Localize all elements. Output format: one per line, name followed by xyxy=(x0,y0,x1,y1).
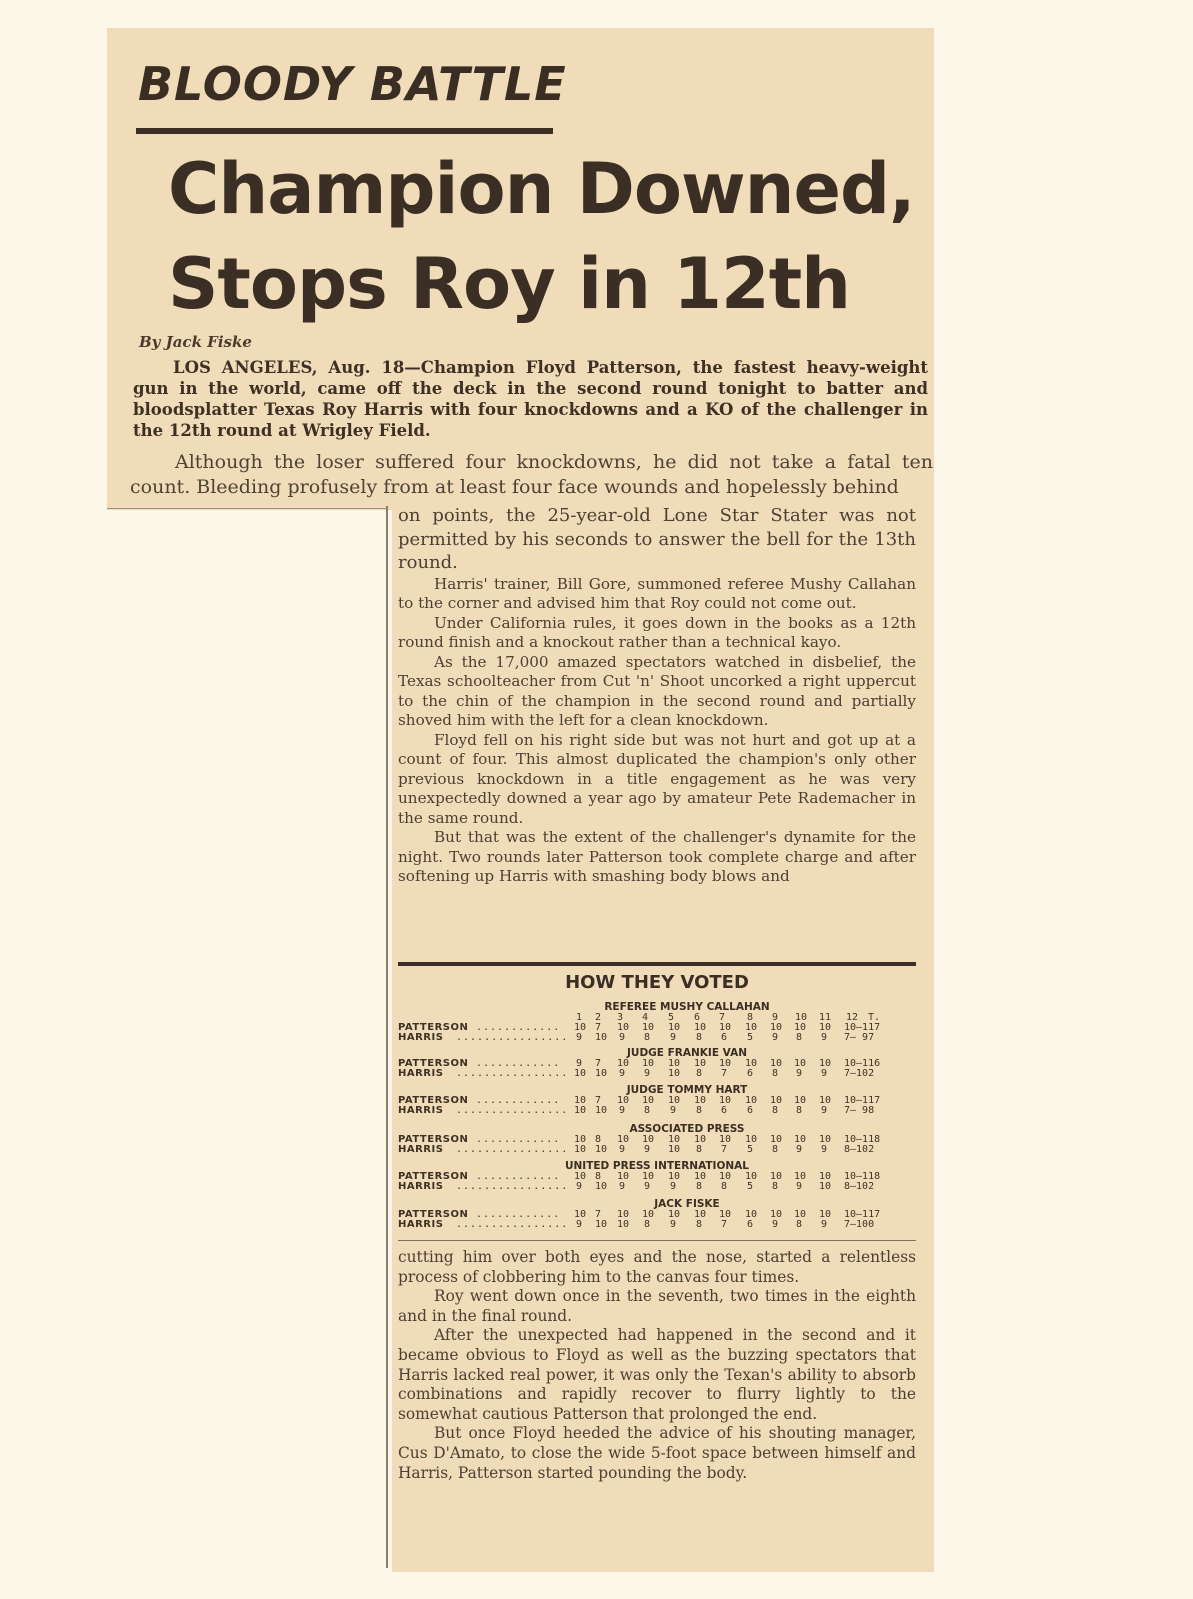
round-score: 10 xyxy=(745,1058,758,1069)
round-score: 10 xyxy=(574,1022,587,1033)
leader-dots: ................ xyxy=(456,1181,569,1192)
round-score: 6 xyxy=(721,1032,728,1043)
total-score: 7—102 xyxy=(844,1068,875,1079)
round-score: 9 xyxy=(619,1144,626,1155)
round-score: 10 xyxy=(595,1032,608,1043)
round-label: 1 xyxy=(576,1012,583,1023)
scorecard-bottom-rule xyxy=(398,1240,916,1241)
round-score: 9 xyxy=(821,1144,828,1155)
round-score: 9 xyxy=(796,1068,803,1079)
round-score: 10 xyxy=(668,1171,681,1182)
round-score: 10 xyxy=(694,1171,707,1182)
round-score: 10 xyxy=(668,1144,681,1155)
round-score: 10 xyxy=(595,1181,608,1192)
round-score: 10 xyxy=(668,1022,681,1033)
harris-score-row xyxy=(398,1106,916,1116)
round-score: 10 xyxy=(719,1058,732,1069)
round-label: 11 xyxy=(819,1012,832,1023)
round-score: 10 xyxy=(574,1171,587,1182)
round-score: 10 xyxy=(617,1171,630,1182)
paragraph: Harris' trainer, Bill Gore, summoned referee Mushy Callahan to the corner and advised him that Roy could not come out. xyxy=(398,574,916,612)
round-score: 10 xyxy=(642,1209,655,1220)
paragraph: cutting him over both eyes and the nose, started a relentless process of clobbering him to the canvas four times. xyxy=(398,1248,916,1286)
paragraph: But that was the extent of the challenger's dynamite for the night. Two rounds later Patterson took complete charge and after softening up Harris with smashing body blows and xyxy=(398,828,916,885)
judge-name: UNITED PRESS INTERNATIONAL xyxy=(564,1160,749,1172)
round-score: 10 xyxy=(819,1058,832,1069)
leader-dots: ................ xyxy=(456,1219,569,1230)
round-score: 8 xyxy=(696,1105,703,1116)
round-score: 9 xyxy=(821,1032,828,1043)
round-score: 10 xyxy=(719,1134,732,1145)
round-score: 9 xyxy=(670,1181,677,1192)
round-score: 7 xyxy=(721,1144,728,1155)
kicker-rule xyxy=(136,128,553,134)
round-score: 7 xyxy=(721,1068,728,1079)
total-score: 8—102 xyxy=(844,1144,875,1155)
fighter-name: HARRIS xyxy=(398,1105,444,1116)
round-score: 8 xyxy=(696,1219,703,1230)
paragraph: Under California rules, it goes down in the books as a 12th round finish and a knockout rather than a technical kayo. xyxy=(398,613,916,651)
round-score: 8 xyxy=(772,1181,779,1192)
round-score: 6 xyxy=(721,1105,728,1116)
round-label: 2 xyxy=(595,1012,602,1023)
round-score: 10 xyxy=(694,1058,707,1069)
paragraph: As the 17,000 amazed spectators watched in disbelief, the Texas schoolteacher from Cut 'n' Shoot uncorked a right uppercut to the chin of the champion in the second round and partially shoved him with the left for a clean knockdown. xyxy=(398,652,916,729)
round-score: 10 xyxy=(719,1095,732,1106)
headline: Champion Downed, Stops Roy in 12th xyxy=(168,148,915,325)
scorecard-judge-hart xyxy=(398,1084,916,1116)
leader-dots: ............ xyxy=(476,1171,561,1182)
scorecard-judge-van xyxy=(398,1047,916,1079)
fighter-name: HARRIS xyxy=(398,1144,444,1155)
total-score: 10—117 xyxy=(844,1095,881,1106)
round-label: T. xyxy=(868,1012,881,1023)
round-score: 10 xyxy=(719,1171,732,1182)
leader-dots: ............ xyxy=(476,1095,561,1106)
fighter-name: HARRIS xyxy=(398,1068,444,1079)
round-score: 10 xyxy=(694,1095,707,1106)
round-score: 9 xyxy=(670,1219,677,1230)
round-score: 10 xyxy=(694,1134,707,1145)
round-score: 10 xyxy=(745,1171,758,1182)
round-score: 9 xyxy=(644,1068,651,1079)
judge-name: ASSOCIATED PRESS xyxy=(629,1123,745,1135)
round-score: 8 xyxy=(696,1032,703,1043)
round-score: 10 xyxy=(574,1144,587,1155)
round-score: 10 xyxy=(595,1144,608,1155)
total-score: 7— 97 xyxy=(844,1032,875,1043)
round-score: 10 xyxy=(574,1105,587,1116)
round-label: 5 xyxy=(668,1012,675,1023)
round-score: 10 xyxy=(574,1095,587,1106)
leader-dots: ................ xyxy=(456,1068,569,1079)
round-score: 8 xyxy=(595,1134,602,1145)
harris-score-row xyxy=(398,1182,916,1192)
round-score: 8 xyxy=(796,1105,803,1116)
round-score: 10 xyxy=(595,1105,608,1116)
scorecard-associated-press xyxy=(398,1123,916,1155)
round-score: 9 xyxy=(619,1105,626,1116)
round-score: 8 xyxy=(772,1105,779,1116)
round-score: 10 xyxy=(745,1134,758,1145)
fighter-name: PATTERSON xyxy=(398,1095,469,1106)
round-score: 10 xyxy=(595,1219,608,1230)
round-score: 9 xyxy=(619,1068,626,1079)
second-paragraph: Although the loser suffered four knockdowns, he did not take a fatal ten count. Bleeding profusely from at least four face wounds and hopelessly behind xyxy=(130,451,933,498)
fighter-name: HARRIS xyxy=(398,1181,444,1192)
round-score: 6 xyxy=(747,1068,754,1079)
round-score: 8 xyxy=(796,1032,803,1043)
round-score: 10 xyxy=(642,1095,655,1106)
round-score: 10 xyxy=(770,1134,783,1145)
round-score: 9 xyxy=(821,1105,828,1116)
round-score: 9 xyxy=(576,1058,583,1069)
leader-dots: ............ xyxy=(476,1022,561,1033)
round-score: 5 xyxy=(747,1032,754,1043)
round-score: 8 xyxy=(721,1181,728,1192)
round-score: 10 xyxy=(642,1171,655,1182)
round-score: 8 xyxy=(595,1171,602,1182)
round-score: 10 xyxy=(617,1058,630,1069)
total-score: 7— 98 xyxy=(844,1105,875,1116)
harris-score-row xyxy=(398,1033,916,1043)
round-score: 10 xyxy=(617,1219,630,1230)
round-score: 10 xyxy=(794,1095,807,1106)
round-score: 8 xyxy=(644,1219,651,1230)
round-score: 10 xyxy=(770,1058,783,1069)
round-score: 10 xyxy=(642,1134,655,1145)
judge-name: REFEREE MUSHY CALLAHAN xyxy=(604,1001,770,1013)
total-score: 10—118 xyxy=(844,1171,881,1182)
column-divider xyxy=(386,506,388,1568)
lead-paragraph: LOS ANGELES, Aug. 18—Champion Floyd Patterson, the fastest heavy-weight gun in the world, came off the deck in the second round tonight to batter and bloodsplatter Texas Roy Harris with four knockdowns and a KO of the challenger in the 12th round at Wrigley Field. xyxy=(133,358,928,440)
leader-dots: ................ xyxy=(456,1032,569,1043)
round-label: 12 xyxy=(846,1012,859,1023)
round-score: 7 xyxy=(595,1022,602,1033)
round-label: 4 xyxy=(642,1012,649,1023)
round-score: 9 xyxy=(576,1219,583,1230)
total-score: 10—116 xyxy=(844,1058,881,1069)
round-score: 8 xyxy=(696,1181,703,1192)
byline: By Jack Fiske xyxy=(139,333,252,351)
round-score: 10 xyxy=(668,1068,681,1079)
round-score: 6 xyxy=(747,1105,754,1116)
round-label: 8 xyxy=(747,1012,754,1023)
round-score: 5 xyxy=(747,1181,754,1192)
fighter-name: HARRIS xyxy=(398,1032,444,1043)
round-score: 9 xyxy=(796,1144,803,1155)
round-score: 10 xyxy=(617,1134,630,1145)
round-score: 10 xyxy=(668,1209,681,1220)
leader-dots: ............ xyxy=(476,1209,561,1220)
round-score: 8 xyxy=(644,1032,651,1043)
round-score: 7 xyxy=(721,1219,728,1230)
fighter-name: PATTERSON xyxy=(398,1022,469,1033)
paragraph: After the unexpected had happened in the second and it became obvious to Floyd as well as the buzzing spectators that Harris lacked real power, it was only the Texan's ability to absorb combinations and rapidly recover to flurry lightly to the somewhat cautious Patterson that prolonged the end. xyxy=(398,1326,916,1423)
round-score: 10 xyxy=(719,1022,732,1033)
round-score: 10 xyxy=(574,1209,587,1220)
round-score: 9 xyxy=(576,1032,583,1043)
round-score: 10 xyxy=(668,1095,681,1106)
column-cut-rule xyxy=(107,508,387,509)
harris-score-row xyxy=(398,1145,916,1155)
round-score: 9 xyxy=(821,1068,828,1079)
fighter-name: PATTERSON xyxy=(398,1171,469,1182)
round-score: 10 xyxy=(694,1209,707,1220)
round-score: 9 xyxy=(821,1219,828,1230)
fighter-name: PATTERSON xyxy=(398,1209,469,1220)
total-score: 10—117 xyxy=(844,1022,881,1033)
judge-name: JACK FISKE xyxy=(654,1198,720,1210)
round-score: 10 xyxy=(745,1022,758,1033)
round-score: 10 xyxy=(668,1134,681,1145)
paragraph: Roy went down once in the seventh, two times in the eighth and in the final round. xyxy=(398,1287,916,1325)
total-score: 10—117 xyxy=(844,1209,881,1220)
judge-name: JUDGE TOMMY HART xyxy=(626,1084,748,1096)
round-score: 10 xyxy=(770,1171,783,1182)
scorecard-title: HOW THEY VOTED xyxy=(565,972,749,993)
round-score: 10 xyxy=(794,1209,807,1220)
round-score: 10 xyxy=(574,1134,587,1145)
round-label: 9 xyxy=(772,1012,779,1023)
round-score: 10 xyxy=(794,1171,807,1182)
round-score: 10 xyxy=(617,1022,630,1033)
fighter-name: PATTERSON xyxy=(398,1058,469,1069)
round-score: 7 xyxy=(595,1095,602,1106)
scorecard-top-rule xyxy=(398,962,916,966)
round-score: 10 xyxy=(819,1209,832,1220)
leader-dots: ................ xyxy=(456,1144,569,1155)
round-score: 9 xyxy=(576,1181,583,1192)
round-score: 10 xyxy=(745,1209,758,1220)
round-score: 10 xyxy=(595,1068,608,1079)
judge-name: JUDGE FRANKIE VAN xyxy=(627,1047,747,1059)
round-score: 10 xyxy=(770,1209,783,1220)
round-score: 8 xyxy=(796,1219,803,1230)
round-score: 8 xyxy=(696,1068,703,1079)
total-score: 8—102 xyxy=(844,1181,875,1192)
scorecard-upi xyxy=(398,1160,916,1192)
round-score: 10 xyxy=(819,1134,832,1145)
paragraph: But once Floyd heeded the advice of his shouting manager, Cus D'Amato, to close the wide 5-foot space between himself and Harris, Patterson started pounding the body. xyxy=(398,1424,916,1482)
fighter-name: HARRIS xyxy=(398,1219,444,1230)
scorecard-referee xyxy=(398,1001,916,1043)
round-score: 10 xyxy=(819,1095,832,1106)
round-score: 10 xyxy=(794,1022,807,1033)
round-score: 9 xyxy=(644,1181,651,1192)
total-score: 7—100 xyxy=(844,1219,875,1230)
round-score: 8 xyxy=(772,1144,779,1155)
round-score: 10 xyxy=(668,1058,681,1069)
round-score: 5 xyxy=(747,1144,754,1155)
round-score: 7 xyxy=(595,1058,602,1069)
round-score: 9 xyxy=(619,1181,626,1192)
kicker: BLOODY BATTLE xyxy=(138,57,567,111)
round-score: 10 xyxy=(719,1209,732,1220)
round-score: 10 xyxy=(642,1022,655,1033)
round-score: 7 xyxy=(595,1209,602,1220)
round-score: 10 xyxy=(617,1209,630,1220)
round-score: 10 xyxy=(794,1058,807,1069)
round-score: 10 xyxy=(694,1022,707,1033)
harris-score-row xyxy=(398,1220,916,1230)
article-column-bottom xyxy=(398,1248,916,1483)
round-label: 6 xyxy=(694,1012,701,1023)
scorecard-jack-fiske xyxy=(398,1198,916,1230)
round-score: 8 xyxy=(696,1144,703,1155)
round-score: 8 xyxy=(644,1105,651,1116)
round-score: 10 xyxy=(617,1095,630,1106)
round-score: 10 xyxy=(770,1022,783,1033)
round-score: 9 xyxy=(772,1219,779,1230)
total-score: 10—118 xyxy=(844,1134,881,1145)
round-score: 9 xyxy=(644,1144,651,1155)
leader-dots: ................ xyxy=(456,1105,569,1116)
leader-dots: ............ xyxy=(476,1134,561,1145)
round-score: 10 xyxy=(574,1068,587,1079)
round-score: 6 xyxy=(747,1219,754,1230)
round-label: 10 xyxy=(795,1012,808,1023)
paragraph: on points, the 25-year-old Lone Star Stater was not permitted by his seconds to answer the bell for the 13th round. xyxy=(398,505,916,573)
fighter-name: PATTERSON xyxy=(398,1134,469,1145)
round-score: 10 xyxy=(819,1171,832,1182)
round-score: 10 xyxy=(770,1095,783,1106)
harris-score-row xyxy=(398,1069,916,1079)
round-label: 3 xyxy=(617,1012,624,1023)
round-score: 9 xyxy=(670,1032,677,1043)
leader-dots: ............ xyxy=(476,1058,561,1069)
paragraph: Floyd fell on his right side but was not hurt and got up at a count of four. This almost duplicated the champion's only other previous knockdown in a title engagement as he was very unexpectedly downed a year ago by amateur Pete Rademacher in the same round. xyxy=(398,730,916,827)
round-score: 9 xyxy=(619,1032,626,1043)
round-score: 10 xyxy=(819,1181,832,1192)
round-score: 9 xyxy=(796,1181,803,1192)
round-score: 10 xyxy=(794,1134,807,1145)
round-label: 7 xyxy=(719,1012,726,1023)
round-score: 8 xyxy=(772,1068,779,1079)
round-score: 9 xyxy=(772,1032,779,1043)
round-score: 10 xyxy=(642,1058,655,1069)
round-score: 9 xyxy=(670,1105,677,1116)
round-score: 10 xyxy=(745,1095,758,1106)
article-column-top xyxy=(398,504,916,887)
round-score: 10 xyxy=(819,1022,832,1033)
